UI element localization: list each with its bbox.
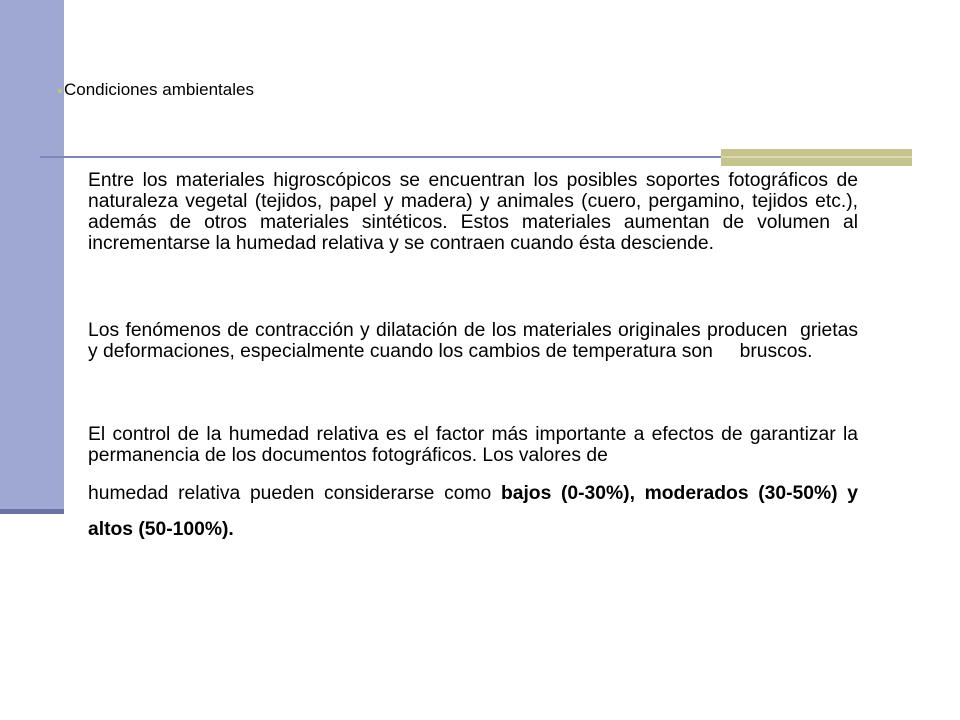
sidebar-bottom-edge bbox=[0, 509, 64, 514]
slide-title bbox=[58, 79, 254, 101]
paragraph-humidity-values bbox=[88, 476, 858, 548]
paragraph-hygroscopic: Entre los materiales higroscópicos se encuentran los posibles soportes fotográficos de naturaleza vegetal (tejidos, papel y madera) y animales (cuero, pergamino, tejidos etc.), además de otros materiales sintéticos. Estos materiales aumentan de volumen al incrementarse la humedad relativa y se contraen cuando ésta desciende. bbox=[88, 170, 858, 254]
paragraph-humidity-intro: El control de la humedad relativa es el factor más importante a efectos de garantizar la permanencia de los documentos fotográficos. Los valores de bbox=[88, 424, 858, 466]
bullet-dot-icon bbox=[58, 89, 62, 93]
accent-line bbox=[721, 156, 912, 158]
paragraph-humidity-control bbox=[88, 424, 858, 548]
paragraph-humidity-values-text: humedad relativa pueden considerarse como bbox=[88, 483, 501, 504]
decorative-sidebar bbox=[0, 0, 64, 512]
slide-title-text: Condiciones ambientales bbox=[64, 80, 254, 99]
paragraph-contraction: Los fenómenos de contracción y dilatación de los materiales originales producen grietas y deformaciones, especialmente cuando los cambios de temperatura son bruscos. bbox=[88, 320, 864, 362]
humidity-ranges-bold: bajos (0-30%), moderados (30-50%) y altos (50-100%). bbox=[88, 483, 858, 540]
